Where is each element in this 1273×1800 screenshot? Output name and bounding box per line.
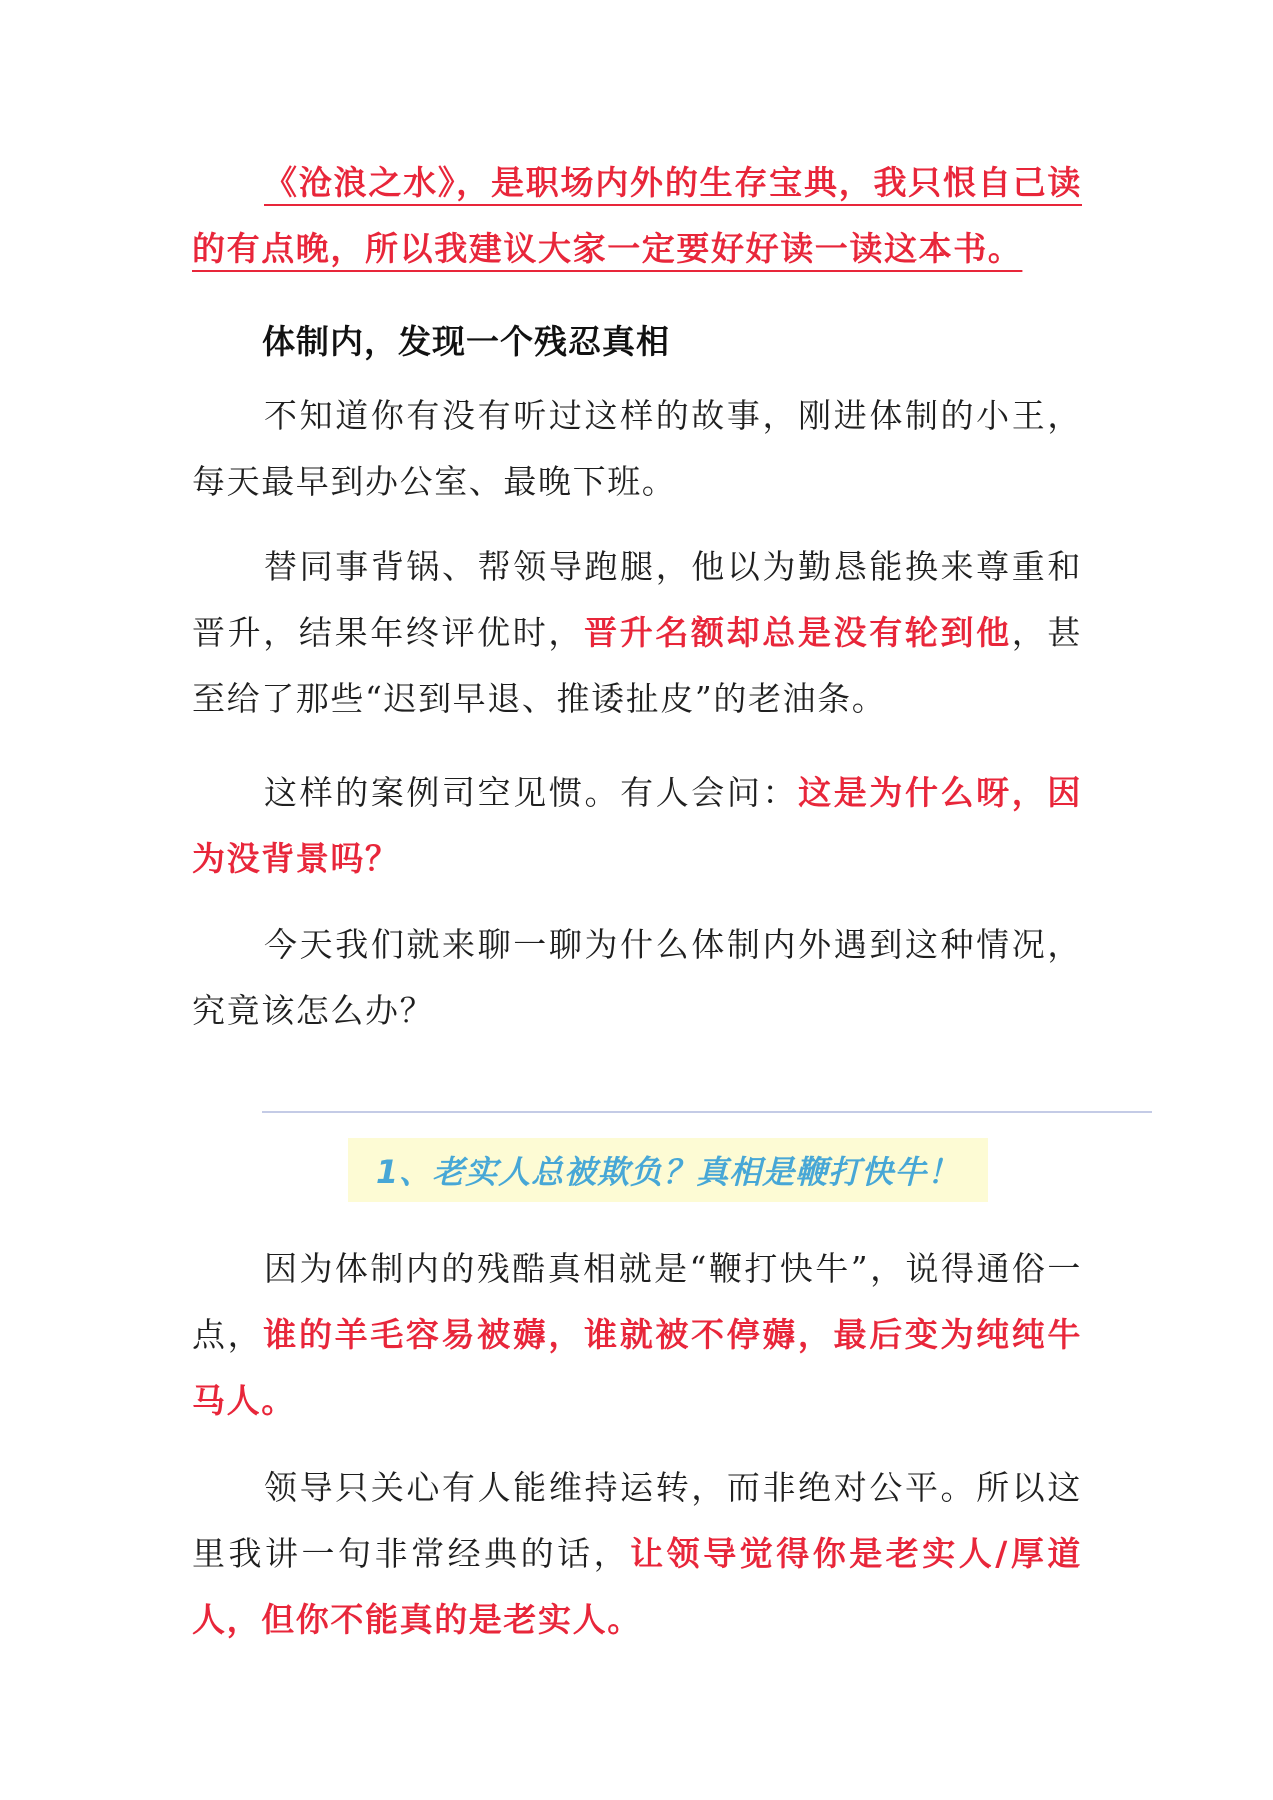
section-title: 1、老实人总被欺负？真相是鞭打快牛！ [348,1138,988,1202]
paragraph-4 [192,912,1082,1044]
section-divider [262,1111,1152,1113]
paragraph-3-text: 这样的案例司空见惯。有人会问： [264,773,799,812]
paragraph-2 [192,534,1082,732]
intro-paragraph [192,150,1082,282]
paragraph-1 [192,383,1082,515]
paragraph-5-text: 因为体制内的残酷真相就是“鞭打快牛”，说得通俗一点， [192,1249,1082,1354]
paragraph-5-highlight: 谁的羊毛容易被薅，谁就被不停薅，最后变为纯纯牛马人。 [192,1315,1082,1420]
paragraph-2-text-end: ，甚至给了那些“迟到早退、推诿扯皮”的老油条。 [192,613,1083,718]
paragraph-2-text: 替同事背锅、帮领导跑腿，他以为勤恳能换来尊重和晋升，结果年终评优时， [192,547,1082,652]
paragraph-2-highlight: 晋升名额却总是没有轮到他 [584,613,1012,652]
paragraph-3-highlight: 这是为什么呀，因为没背景吗？ [192,773,1083,878]
paragraph-6-highlight: 让领导觉得你是老实人/厚道人，但你不能真的是老实人。 [192,1534,1082,1639]
paragraph-6-text: 领导只关心有人能维持运转，而非绝对公平。所以这里我讲一句非常经典的话， [192,1468,1082,1573]
paragraph-4-text: 今天我们就来聊一聊为什么体制内外遇到这种情况，究竟该怎么办？ [192,925,1082,1030]
section-heading: 体制内，发现一个残忍真相 [262,322,670,361]
paragraph-5 [192,1236,1082,1434]
paragraph-1-text: 不知道你有没有听过这样的故事，刚进体制的小王，每天最早到办公室、最晚下班。 [192,396,1082,501]
intro-text: 《沧浪之水》，是职场内外的生存宝典，我只恨自己读的有点晚，所以我建议大家一定要好好读一读这本书。 [192,163,1082,268]
paragraph-3 [192,760,1082,892]
paragraph-6 [192,1455,1082,1653]
